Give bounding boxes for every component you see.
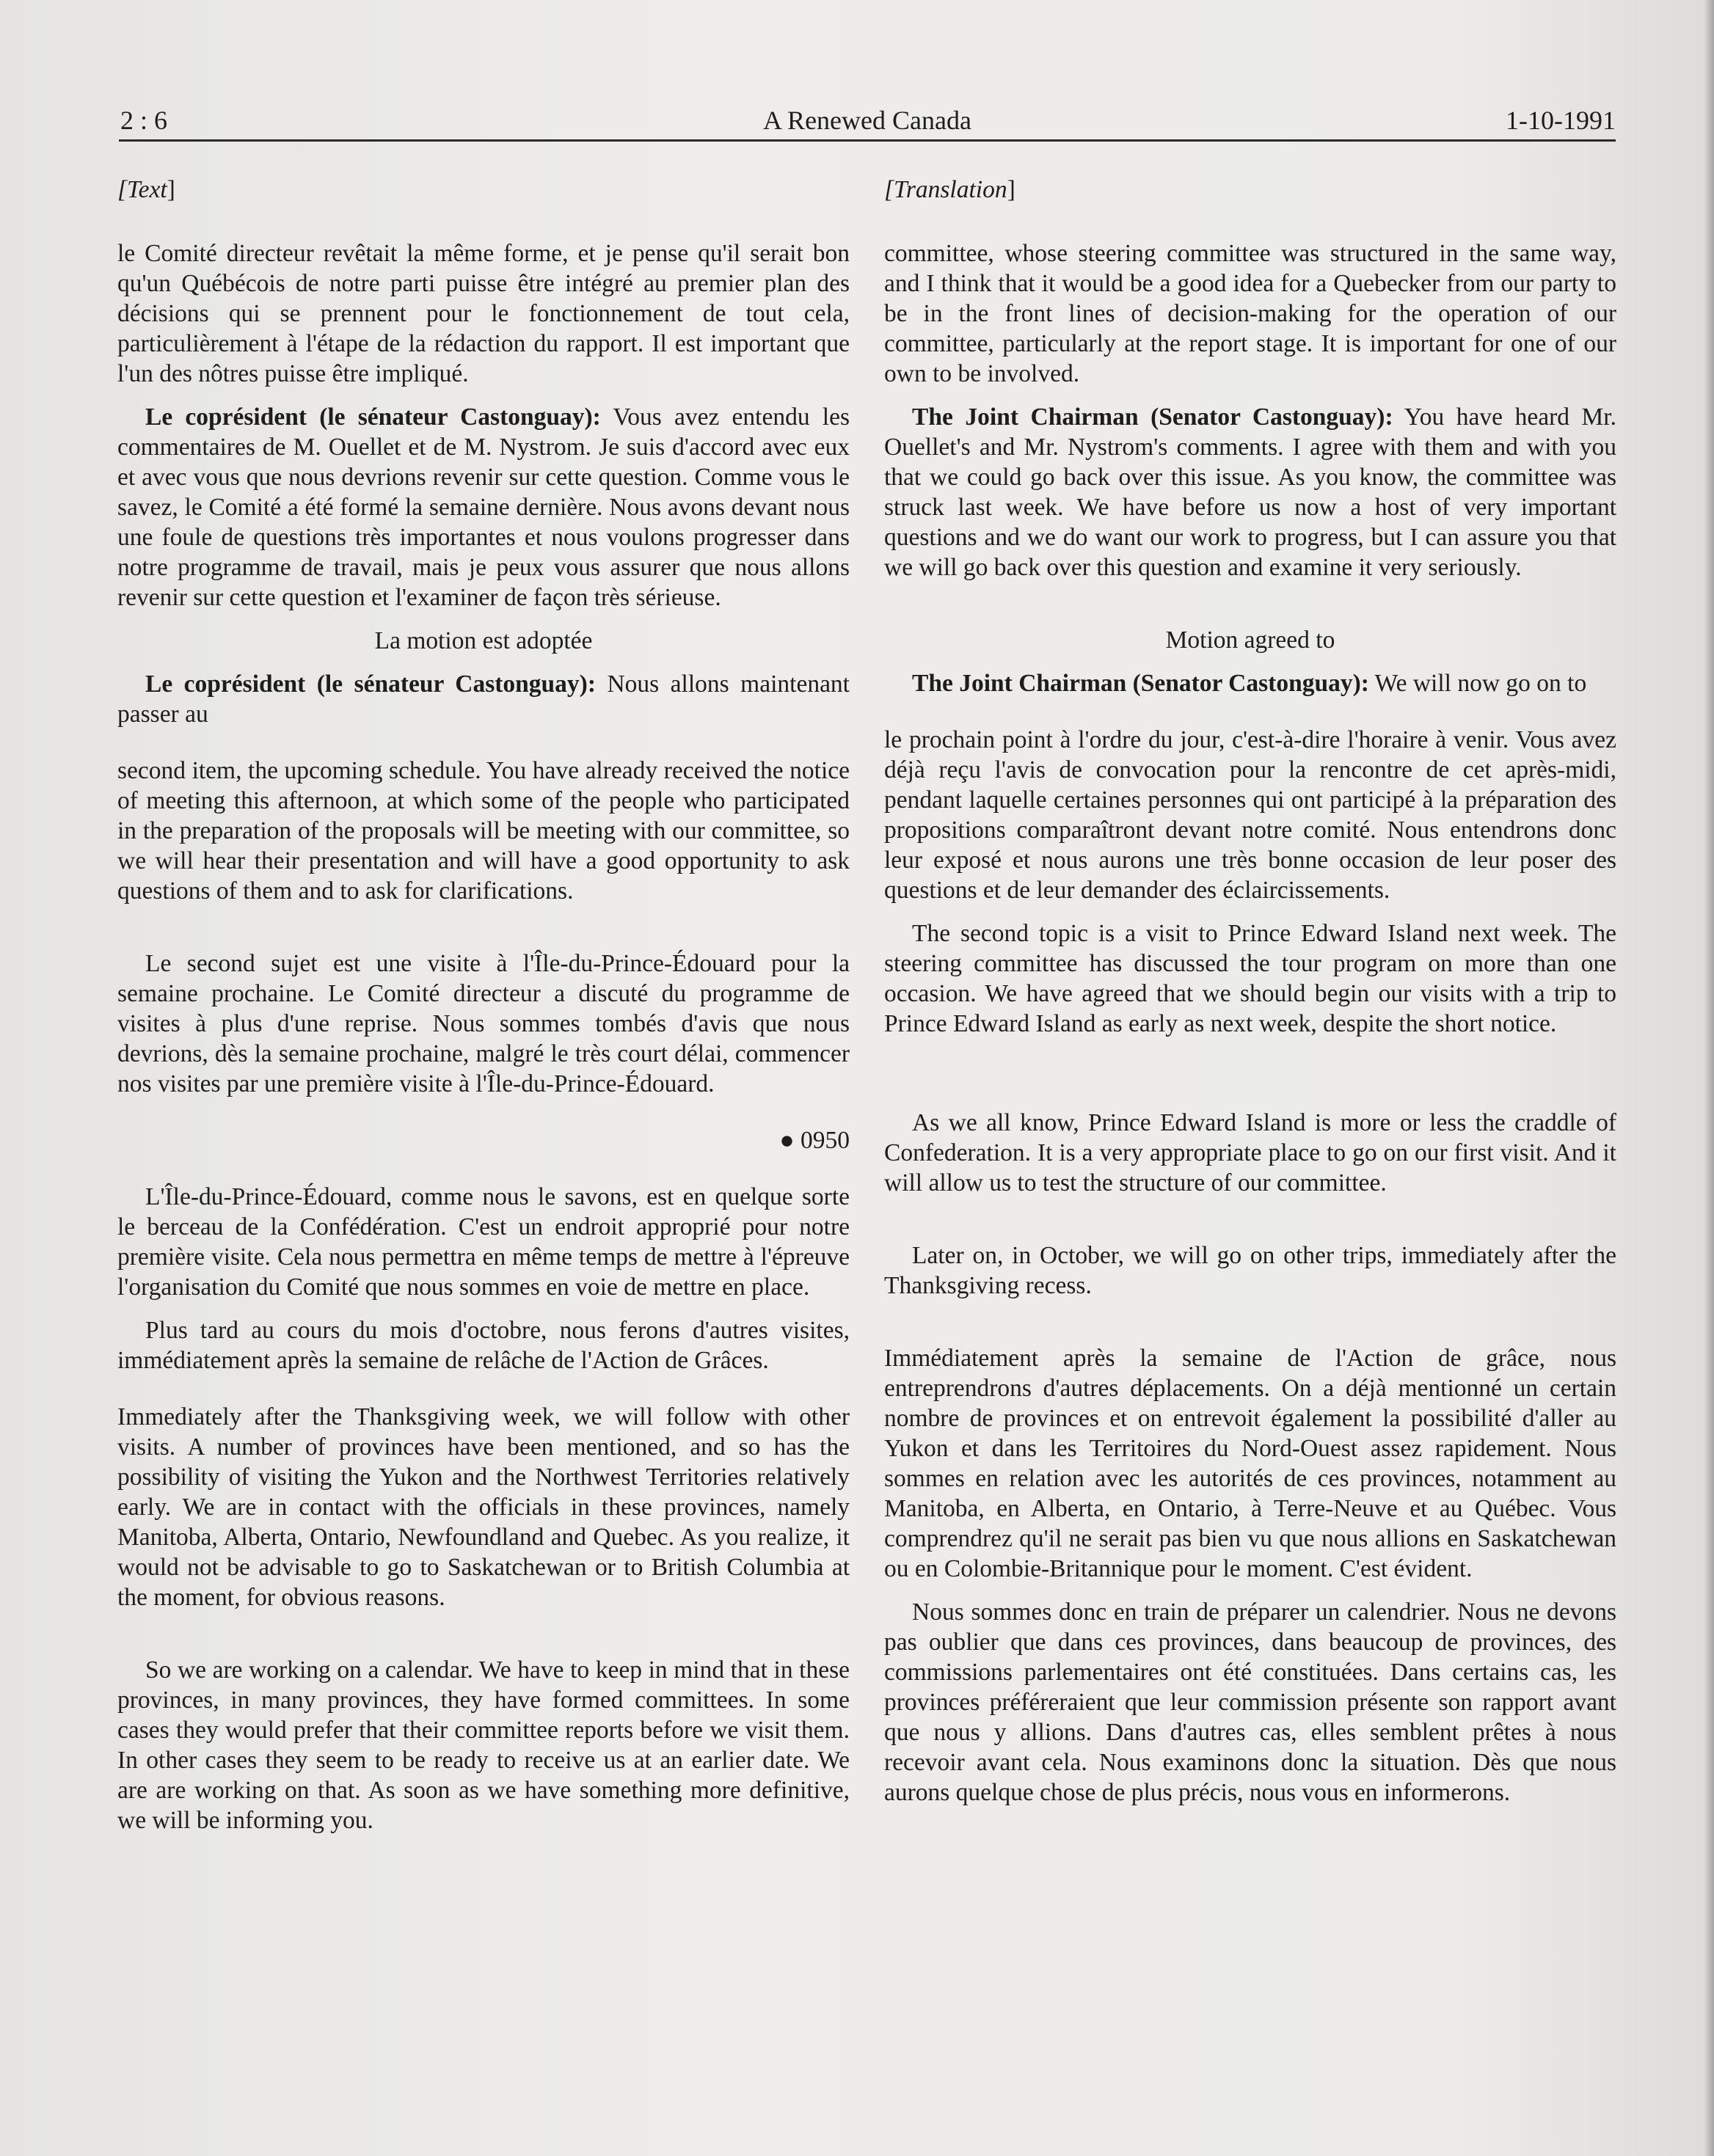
running-header (119, 101, 1616, 139)
speaker-name: The Joint Chairman (Senator Castonguay): (912, 670, 1369, 697)
speaker-paragraph (117, 669, 850, 729)
speaker-name: Le coprésident (le sénateur Castonguay): (145, 403, 601, 431)
paragraph: Plus tard au cours du mois d'octobre, nous ferons d'autres visites, immédiatement après la semaine de relâche de l'Action de Grâces. (117, 1317, 850, 1374)
motion-result: La motion est adoptée (374, 627, 593, 654)
paragraph: Nous sommes donc en train de préparer un calendrier. Nous ne devons pas oublier que dans ces provinces, dans beaucoup de provinces, des commissions parlementaires ont été constituées. Dans certains cas, les provinces préféreraient que leur commission présente son rapport avant que nous y allions. Dans d'autres cas, elles semblent prêtes à nous recevoir avant cela. Nous examinons donc la situation. Dès que nous aurons quelque chose de plus précis, nous vous en informerons. (884, 1598, 1616, 1806)
paragraph: The second topic is a visit to Prince Edward Island next week. The steering committee has discussed the tour program on more than one occasion. We have agreed that we should begin our visits with a trip to Prince Edward Island as early as next week, despite the short notice. (884, 920, 1616, 1037)
speaker-name: The Joint Chairman (Senator Castonguay): (912, 403, 1393, 431)
issue-date: 1-10-1991 (1506, 106, 1616, 135)
column-label-text: [Text] (117, 176, 175, 203)
paragraph: Later on, in October, we will go on other trips, immediately after the Thanksgiving recess. (884, 1242, 1616, 1299)
speaker-paragraph (117, 402, 850, 613)
column-label: Translation (894, 176, 1007, 203)
speech-text: Nous allons maintenant passer au (117, 670, 850, 728)
header-rule (119, 139, 1616, 142)
paragraph: L'Île-du-Prince-Édouard, comme nous le savons, est en quelque sorte le berceau de la Confédération. C'est un endroit approprié pour notre première visite. Cela nous permettra en même temps de mettre à l'épreuve l'organisation du Comité que nous sommes en voie de mettre en place. (117, 1183, 850, 1301)
right-column (884, 175, 1616, 1808)
publication-title: A Renewed Canada (763, 106, 971, 135)
paragraph: As we all know, Prince Edward Island is more or less the craddle of Confederation. It is a very appropriate place to go on our first visit. And it will allow us to test the structure of our committee. (884, 1109, 1616, 1196)
speaker-paragraph (884, 668, 1616, 698)
motion-result: Motion agreed to (1165, 626, 1335, 654)
page-edge-shadow (1704, 0, 1714, 2156)
paragraph: Immediately after the Thanksgiving week, we will follow with other visits. A number of provinces have been mentioned, and so has the possibility of visiting the Yukon and the Northwest Territories relatively early. We are in contact with the officials in these provinces, namely Manitoba, Alberta, Ontario, Newfoundland and Quebec. As you realize, it would not be advisable to go to Saskatchewan or to British Columbia at the moment, for obvious reasons. (117, 1403, 850, 1611)
paragraph: So we are working on a calendar. We have to keep in mind that in these provinces, in many provinces, they have formed committees. In some cases they would prefer that their committee reports before we visit them. In other cases they seem to be ready to receive us at an earlier date. We are are working on that. As soon as we have something more definitive, we will be informing you. (117, 1656, 850, 1834)
speech-text: We will now go on to (1368, 670, 1587, 697)
paragraph: Immédiatement après la semaine de l'Action de grâce, nous entreprendrons d'autres déplacements. On a déjà mentionné un certain nombre de provinces et on entrevoit également la possibilité d'aller au Yukon et dans les Territoires du Nord-Ouest assez rapidement. Nous sommes en relation avec les autorités de ces provinces, notamment au Manitoba, en Alberta, en Ontario, à Terre-Neuve et au Québec. Vous comprendrez qu'il ne serait pas bien vu que nous allions en Saskatchewan ou en Colombie-Britannique pour le moment. C'est évident. (884, 1345, 1616, 1582)
left-column (117, 175, 850, 1835)
page-number: 2 : 6 (120, 106, 168, 135)
paragraph: second item, the upcoming schedule. You have already received the notice of meeting this afternoon, at which some of the people who participated in the preparation of the proposals will be meeting with our committee, so we will hear their presentation and will have a good opportunity to ask questions of them and to ask for clarifications. (117, 757, 850, 905)
column-label-translation: [Translation] (884, 176, 1015, 203)
paragraph: le Comité directeur revêtait la même forme, et je pense qu'il serait bon qu'un Québécois de notre parti puisse être intégré au premier plan des décisions qui se prennent pour le fonctionnement de tout cela, particulièrement à l'étape de la rédaction du rapport. Il est important que l'un des nôtres puisse être impliqué. (117, 240, 850, 387)
speaker-paragraph (884, 402, 1616, 582)
time-marker: ● 0950 (779, 1127, 850, 1154)
paragraph: le prochain point à l'ordre du jour, c'est-à-dire l'horaire à venir. Vous avez déjà reçu l'avis de convocation pour la rencontre de cet après-midi, pendant laquelle certaines personnes qui ont participé à la préparation des propositions comparaîtront devant notre comité. Nous entendrons donc leur exposé et nous aurons une très bonne occasion de leur poser des questions et de leur demander des éclaircissements. (884, 726, 1616, 904)
speech-text: Vous avez entendu les commentaires de M. Ouellet et de M. Nystrom. Je suis d'accord avec eux et avec vous que nous devrions revenir sur cette question. Comme vous le savez, le Comité a été formé la semaine dernière. Nous avons devant nous une foule de questions très importantes et nous voulons progresser dans notre programme de travail, mais je peux vous assurer que nous allons revenir sur cette question et l'examiner de façon très sérieuse. (117, 403, 850, 611)
paragraph: committee, whose steering committee was structured in the same way, and I think that it would be a good idea for a Quebecker from our party to be in the front lines of decision-making for the operation of our committee, particularly at the report stage. It is important for one of our own to be involved. (884, 240, 1616, 387)
speaker-name: Le coprésident (le sénateur Castonguay): (145, 670, 596, 698)
paragraph: Le second sujet est une visite à l'Île-du-Prince-Édouard pour la semaine prochaine. Le Comité directeur a discuté du programme de visites à plus d'une reprise. Nous sommes tombés d'avis que nous devrions, dès la semaine prochaine, malgré le très court délai, commencer nos visites par une première visite à l'Île-du-Prince-Édouard. (117, 950, 850, 1097)
speech-text: You have heard Mr. Ouellet's and Mr. Nystrom's comments. I agree with them and with you that we could go back over this issue. As you know, the committee was struck last week. We have before us now a host of very important questions and we do want our work to progress, but I can assure you that we will go back over this question and examine it very seriously. (884, 403, 1616, 581)
column-label: Text (127, 176, 167, 203)
